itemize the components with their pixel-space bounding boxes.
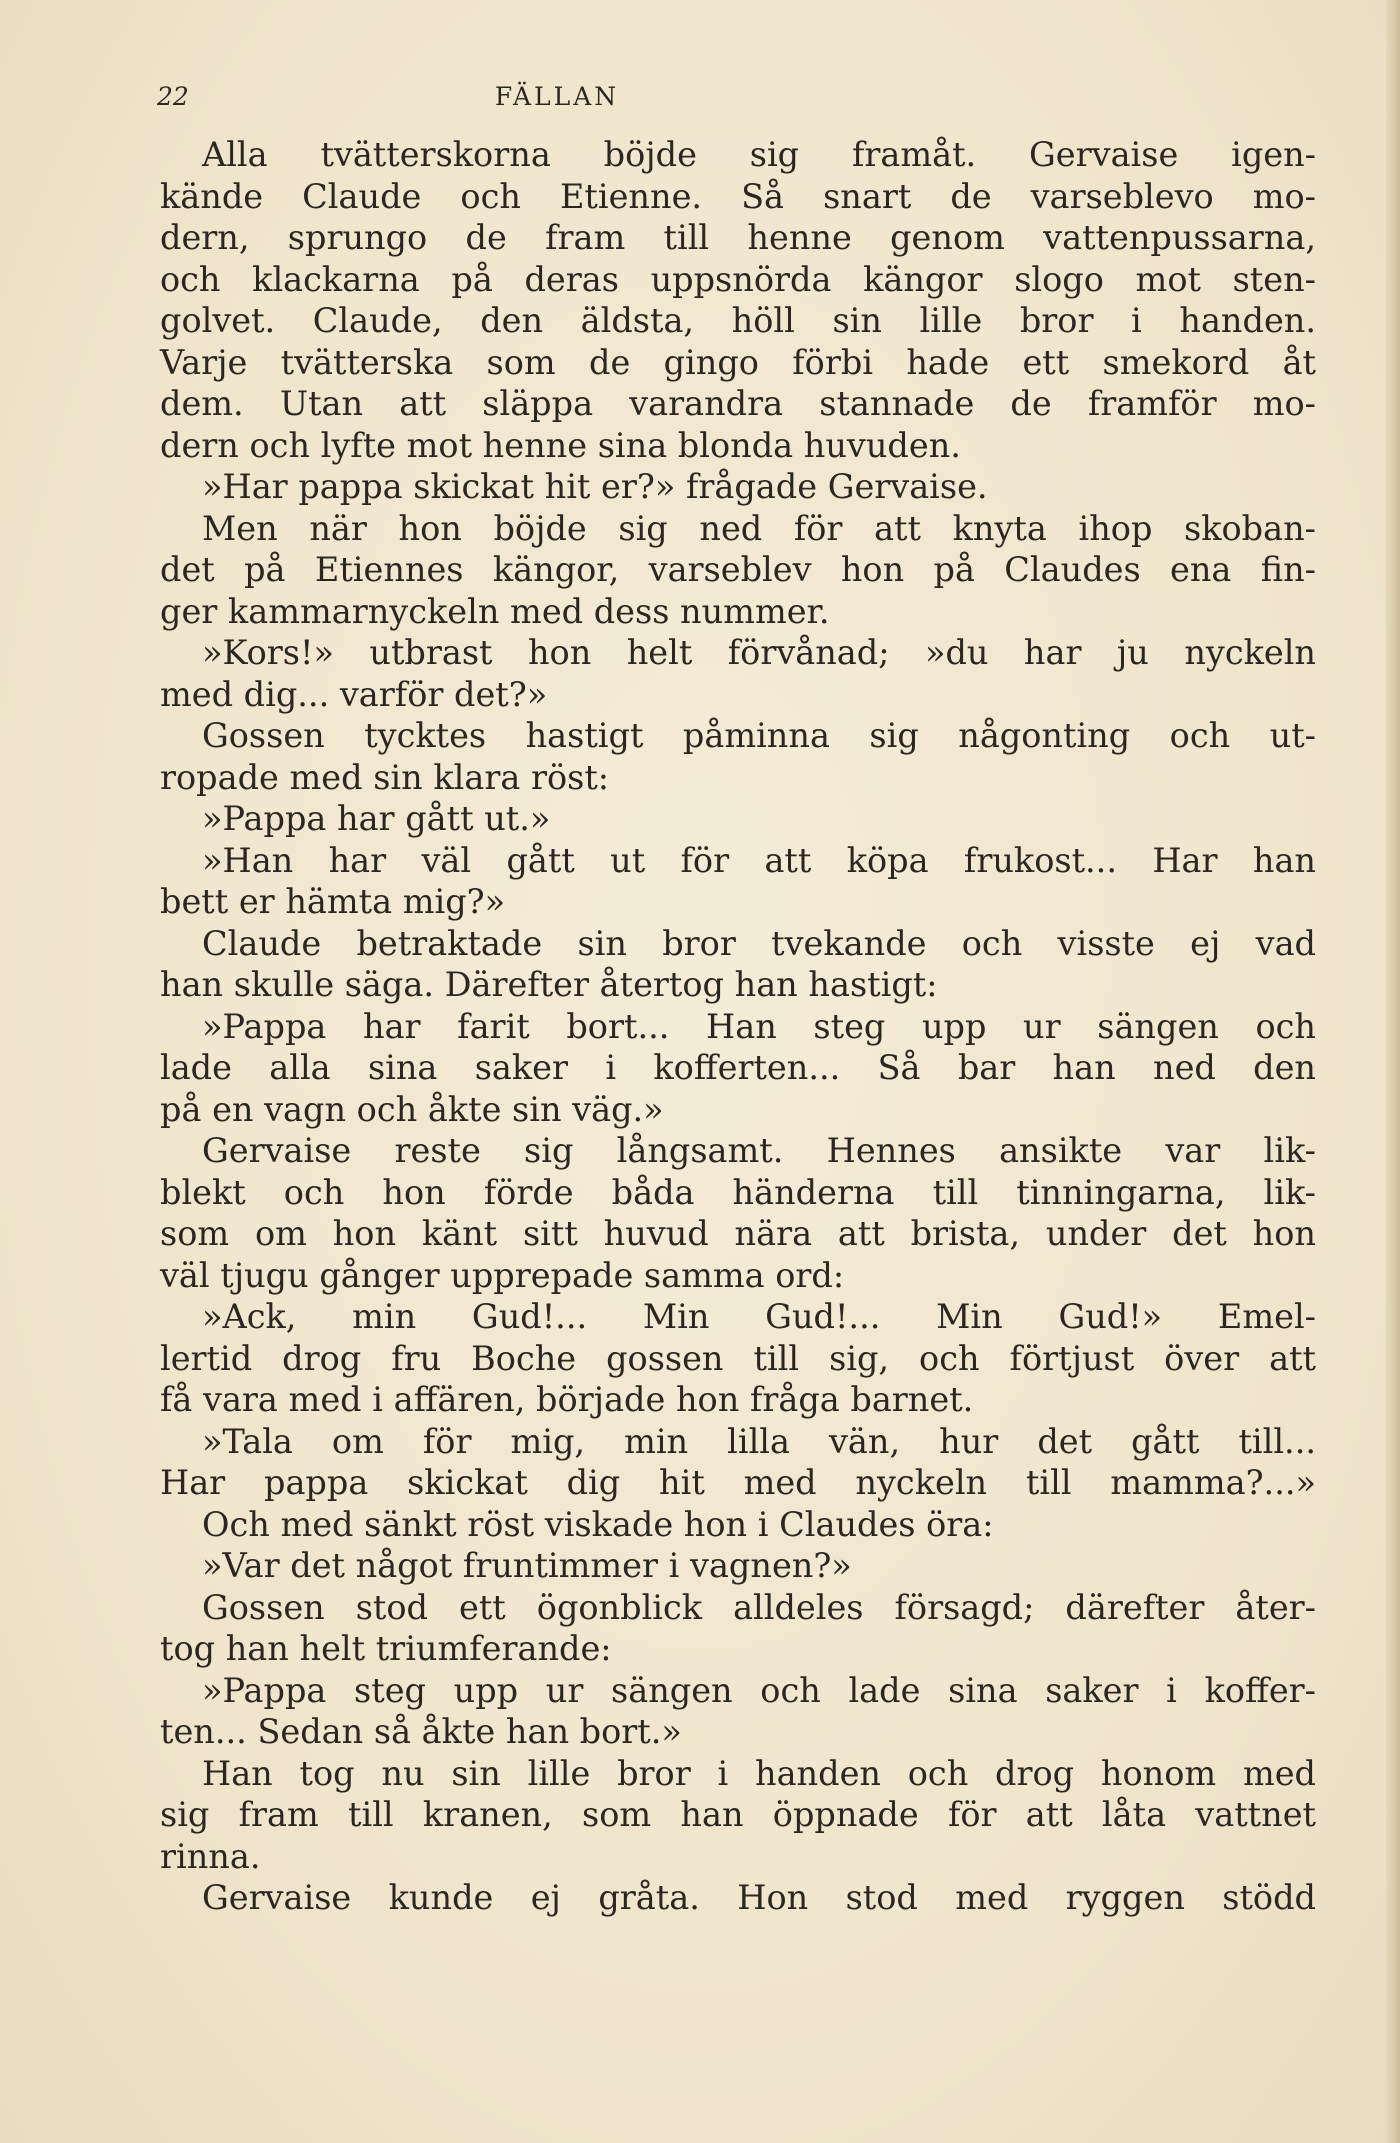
- text-line: dern, sprungo de fram till henne genom vattenpussarna,: [160, 218, 1316, 257]
- text-line: tog han helt triumferande:: [160, 1629, 612, 1668]
- body-text: [160, 134, 1316, 1919]
- text-line: blekt och hon förde båda händerna till tinningarna, lik-: [160, 1172, 1316, 1212]
- page-number: 22: [157, 82, 189, 111]
- text-line: »Kors!» utbrast hon helt förvånad; »du har ju nyckeln: [202, 633, 1316, 672]
- text-line: ten... Sedan så åkte han bort.»: [160, 1712, 682, 1751]
- text-line: golvet. Claude, den äldsta, höll sin lille bror i handen.: [160, 301, 1316, 340]
- text-line: bett er hämta mig?»: [160, 882, 506, 921]
- text-line: han skulle säga. Därefter återtog han hastigt:: [160, 965, 938, 1004]
- text-line: »Ack, min Gud!... Min Gud!... Min Gud!» Emel-: [202, 1297, 1316, 1336]
- page-header: [157, 82, 1317, 122]
- text-line: ropade med sin klara röst:: [160, 757, 610, 797]
- text-line: Har pappa skickat dig hit med nyckeln till mamma?...»: [160, 1463, 1316, 1502]
- text-line: »Tala om för mig, min lilla vän, hur det gått till...: [202, 1421, 1316, 1461]
- text-line: Gossen stod ett ögonblick alldeles försagd; därefter åter-: [202, 1587, 1316, 1627]
- page-edge: [1386, 0, 1400, 2143]
- text-line: sig fram till kranen, som han öppnade för att låta vattnet: [160, 1795, 1316, 1834]
- text-line: lade alla sina saker i kofferten... Så bar han ned den: [160, 1048, 1316, 1087]
- text-line: »Har pappa skickat hit er?» frågade Gervaise.: [202, 467, 988, 506]
- text-line: »Han har väl gått ut för att köpa frukost... Har han: [202, 840, 1316, 880]
- text-line: få vara med i affären, började hon fråga barnet.: [160, 1380, 974, 1419]
- text-line: Gervaise reste sig långsamt. Hennes ansikte var lik-: [202, 1131, 1316, 1170]
- text-line: Gossen tycktes hastigt påminna sig någonting och ut-: [202, 716, 1316, 755]
- text-line: »Pappa steg upp ur sängen och lade sina saker i koffer-: [202, 1670, 1316, 1710]
- text-line: rinna.: [160, 1836, 261, 1876]
- text-line: Och med sänkt röst viskade hon i Claudes öra:: [202, 1504, 994, 1544]
- text-line: Alla tvätterskorna böjde sig framåt. Gervaise igen-: [202, 135, 1316, 174]
- text-line: lertid drog fru Boche gossen till sig, och förtjust över att: [160, 1338, 1316, 1378]
- text-line: Varje tvätterska som de gingo förbi hade ett smekord åt: [160, 342, 1316, 382]
- text-line: Claude betraktade sin bror tvekande och visste ej vad: [202, 923, 1316, 963]
- text-line: Han tog nu sin lille bror i handen och drog honom med: [202, 1753, 1316, 1793]
- text-line: dem. Utan att släppa varandra stannade de framför mo-: [160, 384, 1316, 423]
- text-line: med dig... varför det?»: [160, 674, 548, 714]
- text-line: »Pappa har farit bort... Han steg upp ur sängen och: [202, 1006, 1316, 1046]
- text-line: »Var det något fruntimmer i vagnen?»: [202, 1546, 852, 1585]
- text-line: på en vagn och åkte sin väg.»: [160, 1089, 664, 1129]
- text-line: väl tjugu gånger upprepade samma ord:: [160, 1255, 845, 1295]
- text-line: »Pappa har gått ut.»: [202, 799, 551, 838]
- text-line: dern och lyfte mot henne sina blonda huvuden.: [160, 425, 961, 465]
- text-line: och klackarna på deras uppsnörda kängor slogo mot sten-: [160, 259, 1316, 299]
- text-line: som om hon känt sitt huvud nära att brista, under det hon: [160, 1214, 1316, 1253]
- text-line: kände Claude och Etienne. Så snart de varseblevo mo-: [160, 176, 1316, 216]
- text-line: ger kammarnyckeln med dess nummer.: [160, 591, 830, 631]
- running-title: FÄLLAN: [494, 82, 620, 111]
- text-line: det på Etiennes kängor, varseblev hon på Claudes ena fin-: [160, 550, 1316, 589]
- text-line: Men när hon böjde sig ned för att knyta ihop skoban-: [202, 508, 1316, 548]
- text-line: Gervaise kunde ej gråta. Hon stod med ryggen stödd: [202, 1878, 1316, 1917]
